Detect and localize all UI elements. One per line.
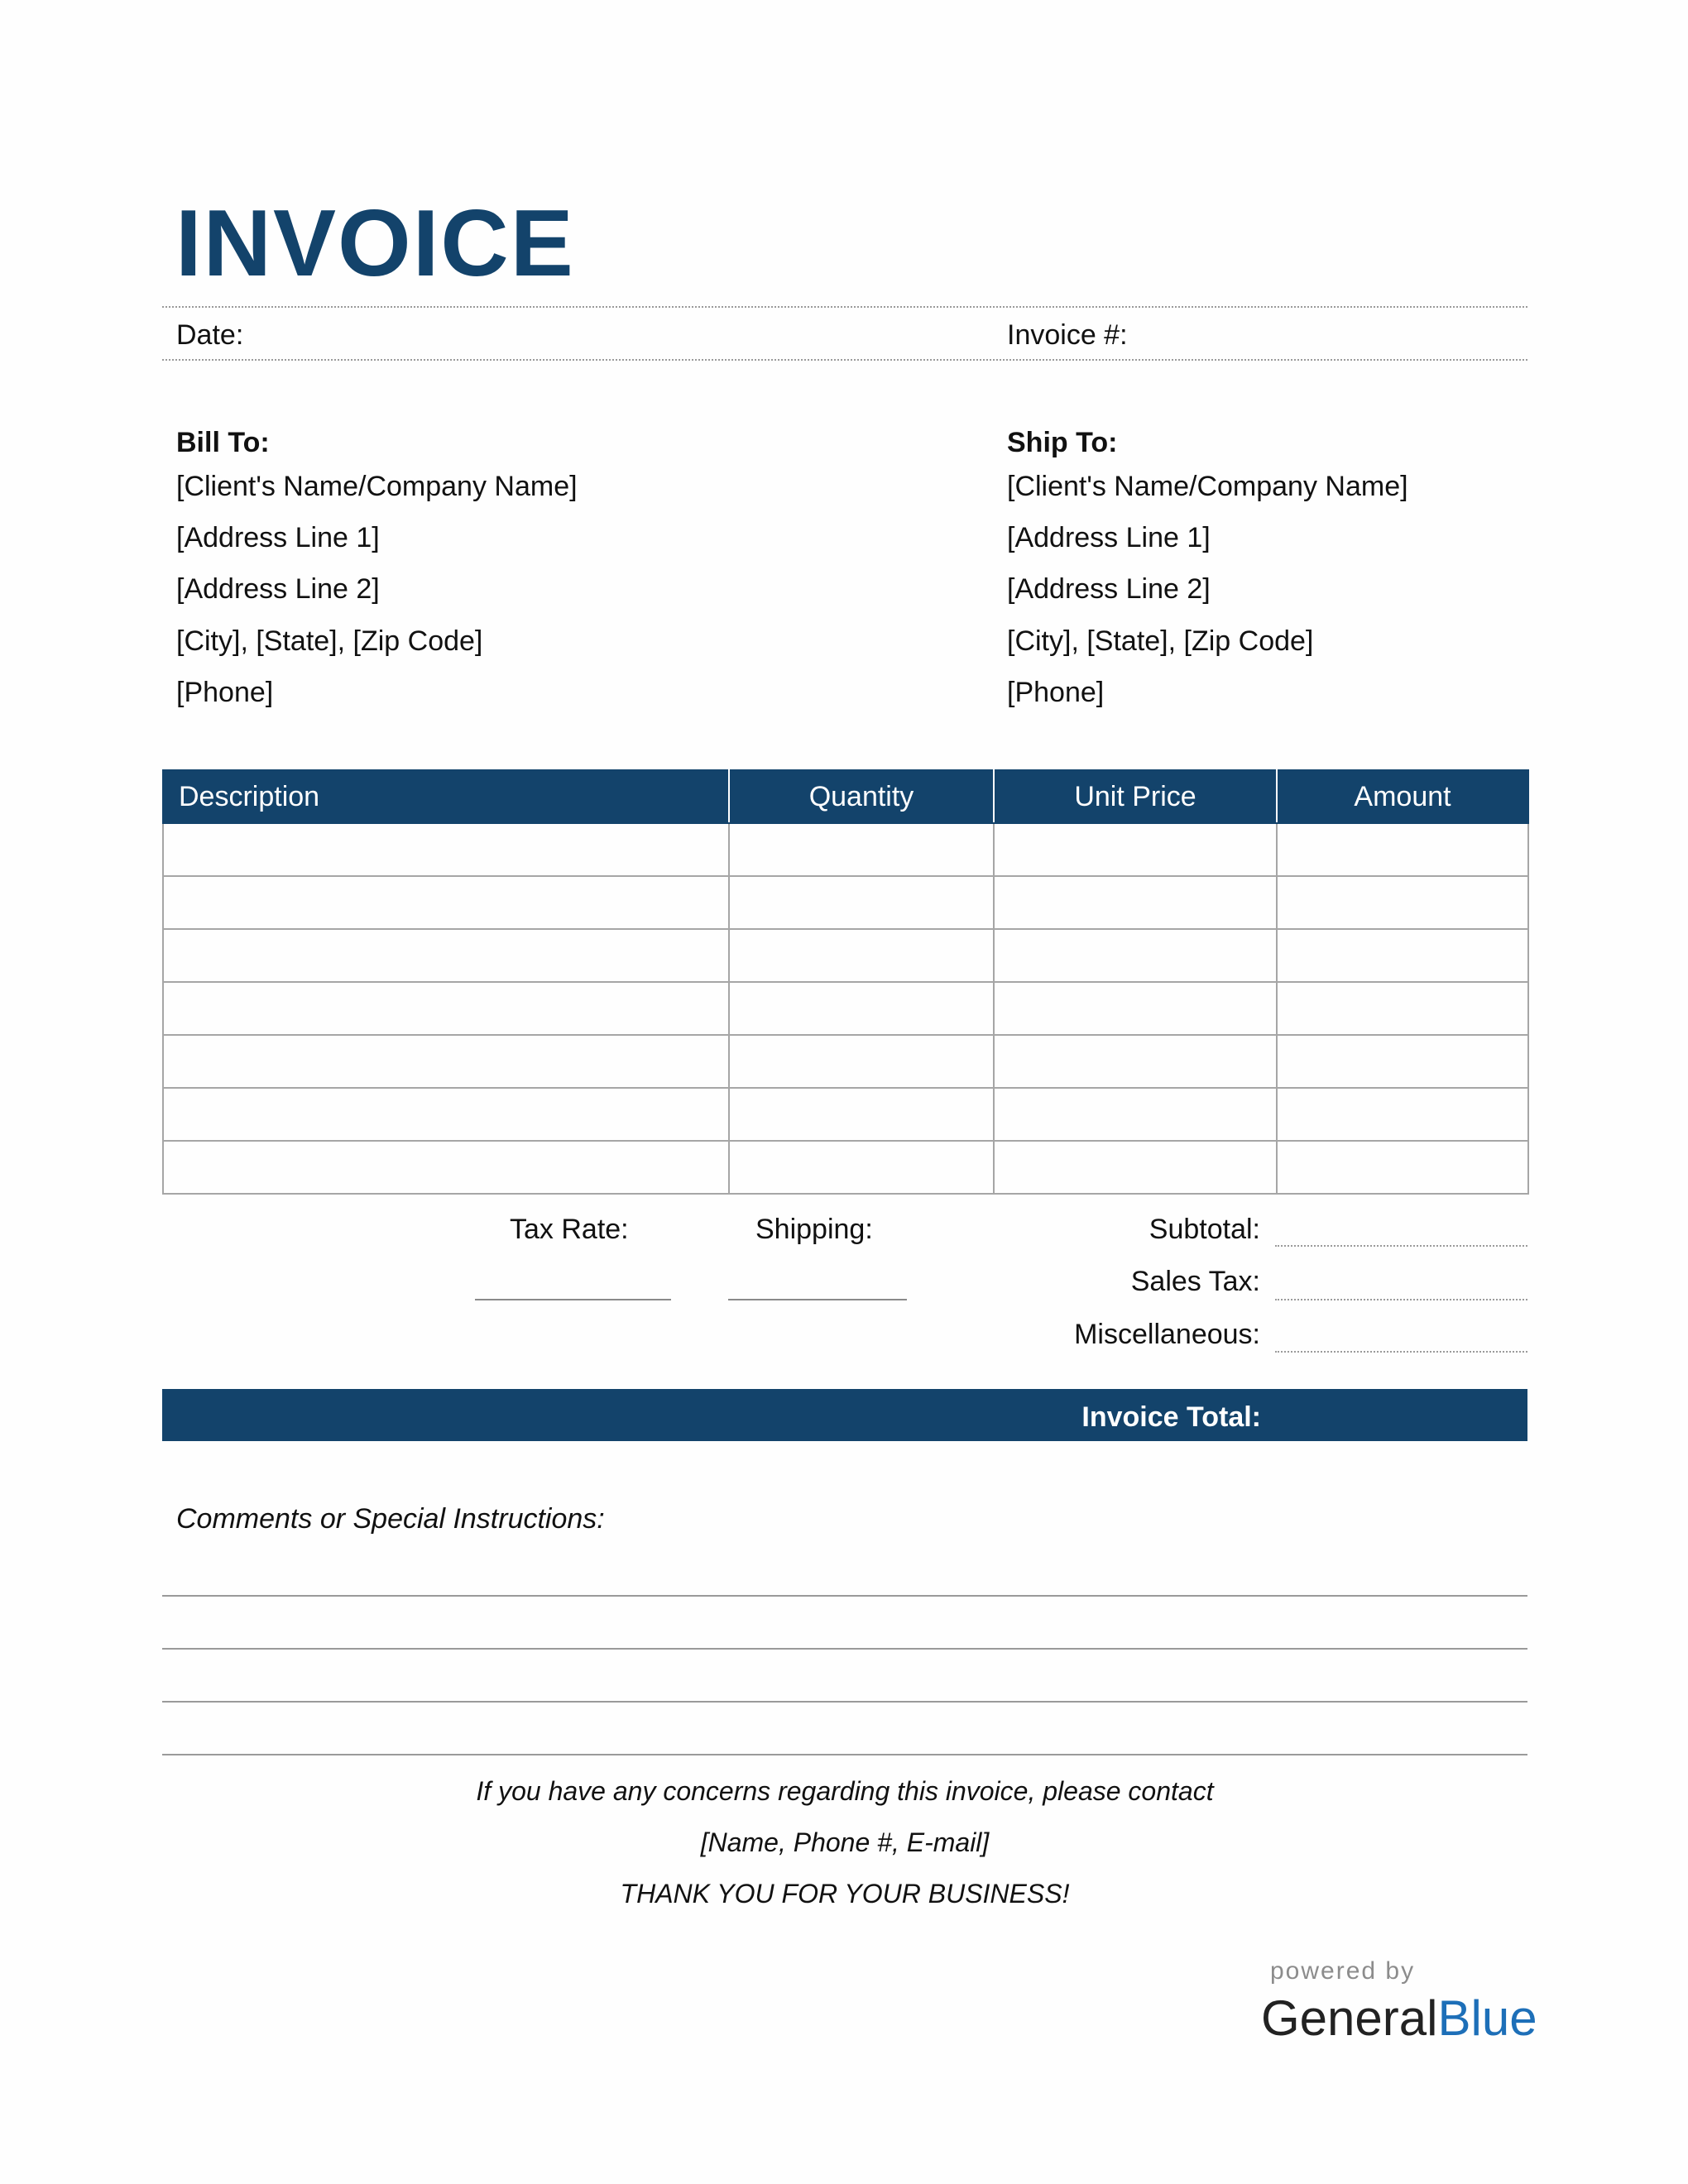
quantity-cell[interactable] <box>729 876 994 929</box>
description-cell[interactable] <box>163 1035 729 1088</box>
thank-you-message: THANK YOU FOR YOUR BUSINESS! <box>620 1879 1070 1909</box>
amount-cell[interactable] <box>1277 1141 1528 1194</box>
bill-to-line: [Address Line 1] <box>176 522 380 553</box>
powered-by-text: powered by <box>1270 1957 1416 1985</box>
logo-blue-text: Blue <box>1437 1990 1537 2046</box>
description-cell[interactable] <box>163 982 729 1035</box>
column-header-amount: Amount <box>1277 770 1528 823</box>
sales-tax-field[interactable] <box>1275 1299 1527 1300</box>
bill-to-heading: Bill To: <box>176 427 270 458</box>
unit-price-cell[interactable] <box>994 982 1277 1035</box>
table-row <box>163 982 1528 1035</box>
contact-placeholder: [Name, Phone #, E-mail] <box>700 1827 990 1857</box>
unit-price-cell[interactable] <box>994 876 1277 929</box>
description-cell[interactable] <box>163 1141 729 1194</box>
header-bottom-rule <box>162 359 1527 361</box>
ship-to-line: [Client's Name/Company Name] <box>1007 471 1408 502</box>
bill-to-line: [Phone] <box>176 677 274 708</box>
ship-to-line: [Address Line 2] <box>1007 573 1211 605</box>
amount-cell[interactable] <box>1277 823 1528 876</box>
header-top-rule <box>162 306 1527 308</box>
comment-line[interactable] <box>162 1701 1527 1703</box>
ship-to-heading: Ship To: <box>1007 427 1118 458</box>
table-row <box>163 1035 1528 1088</box>
amount-cell[interactable] <box>1277 929 1528 982</box>
unit-price-cell[interactable] <box>994 1141 1277 1194</box>
quantity-cell[interactable] <box>729 929 994 982</box>
description-cell[interactable] <box>163 876 729 929</box>
description-cell[interactable] <box>163 823 729 876</box>
amount-cell[interactable] <box>1277 1088 1528 1141</box>
ship-to-line: [City], [State], [Zip Code] <box>1007 625 1314 657</box>
invoice-number-label: Invoice #: <box>1007 319 1128 351</box>
comment-line[interactable] <box>162 1754 1527 1755</box>
table-row <box>163 929 1528 982</box>
quantity-cell[interactable] <box>729 1088 994 1141</box>
unit-price-cell[interactable] <box>994 1035 1277 1088</box>
table-row <box>163 1141 1528 1194</box>
tax-rate-label: Tax Rate: <box>510 1214 629 1245</box>
table-row <box>163 1088 1528 1141</box>
shipping-field[interactable] <box>728 1299 907 1300</box>
invoice-title: INVOICE <box>175 191 575 296</box>
invoice-total-bar <box>162 1389 1527 1441</box>
invoice-total-label: Invoice Total: <box>1081 1401 1261 1433</box>
subtotal-label: Subtotal: <box>1149 1214 1260 1245</box>
quantity-cell[interactable] <box>729 1035 994 1088</box>
date-label: Date: <box>176 319 244 351</box>
amount-cell[interactable] <box>1277 876 1528 929</box>
comment-line[interactable] <box>162 1595 1527 1597</box>
description-cell[interactable] <box>163 929 729 982</box>
tax-rate-field[interactable] <box>475 1299 671 1300</box>
comment-line[interactable] <box>162 1648 1527 1650</box>
ship-to-line: [Address Line 1] <box>1007 522 1211 553</box>
sales-tax-label: Sales Tax: <box>1130 1266 1260 1297</box>
unit-price-cell[interactable] <box>994 1088 1277 1141</box>
column-header-description: Description <box>163 770 729 823</box>
quantity-cell[interactable] <box>729 823 994 876</box>
column-header-unit-price: Unit Price <box>994 770 1277 823</box>
miscellaneous-label: Miscellaneous: <box>1074 1319 1260 1350</box>
ship-to-line: [Phone] <box>1007 677 1105 708</box>
description-cell[interactable] <box>163 1088 729 1141</box>
unit-price-cell[interactable] <box>994 823 1277 876</box>
subtotal-field[interactable] <box>1275 1245 1527 1247</box>
bill-to-line: [Address Line 2] <box>176 573 380 605</box>
comments-label: Comments or Special Instructions: <box>176 1503 605 1535</box>
unit-price-cell[interactable] <box>994 929 1277 982</box>
generalblue-logo <box>1261 1990 1537 2046</box>
bill-to-line: [Client's Name/Company Name] <box>176 471 578 502</box>
table-row <box>163 876 1528 929</box>
quantity-cell[interactable] <box>729 982 994 1035</box>
logo-general-text: General <box>1261 1990 1438 2046</box>
table-row <box>163 823 1528 876</box>
amount-cell[interactable] <box>1277 982 1528 1035</box>
contact-message: If you have any concerns regarding this invoice, please contact <box>476 1776 1214 1806</box>
table-header-row <box>163 770 1528 823</box>
column-header-quantity: Quantity <box>729 770 994 823</box>
bill-to-line: [City], [State], [Zip Code] <box>176 625 483 657</box>
amount-cell[interactable] <box>1277 1035 1528 1088</box>
miscellaneous-field[interactable] <box>1275 1351 1527 1353</box>
quantity-cell[interactable] <box>729 1141 994 1194</box>
shipping-label: Shipping: <box>755 1214 873 1245</box>
line-items-table <box>162 769 1529 1195</box>
